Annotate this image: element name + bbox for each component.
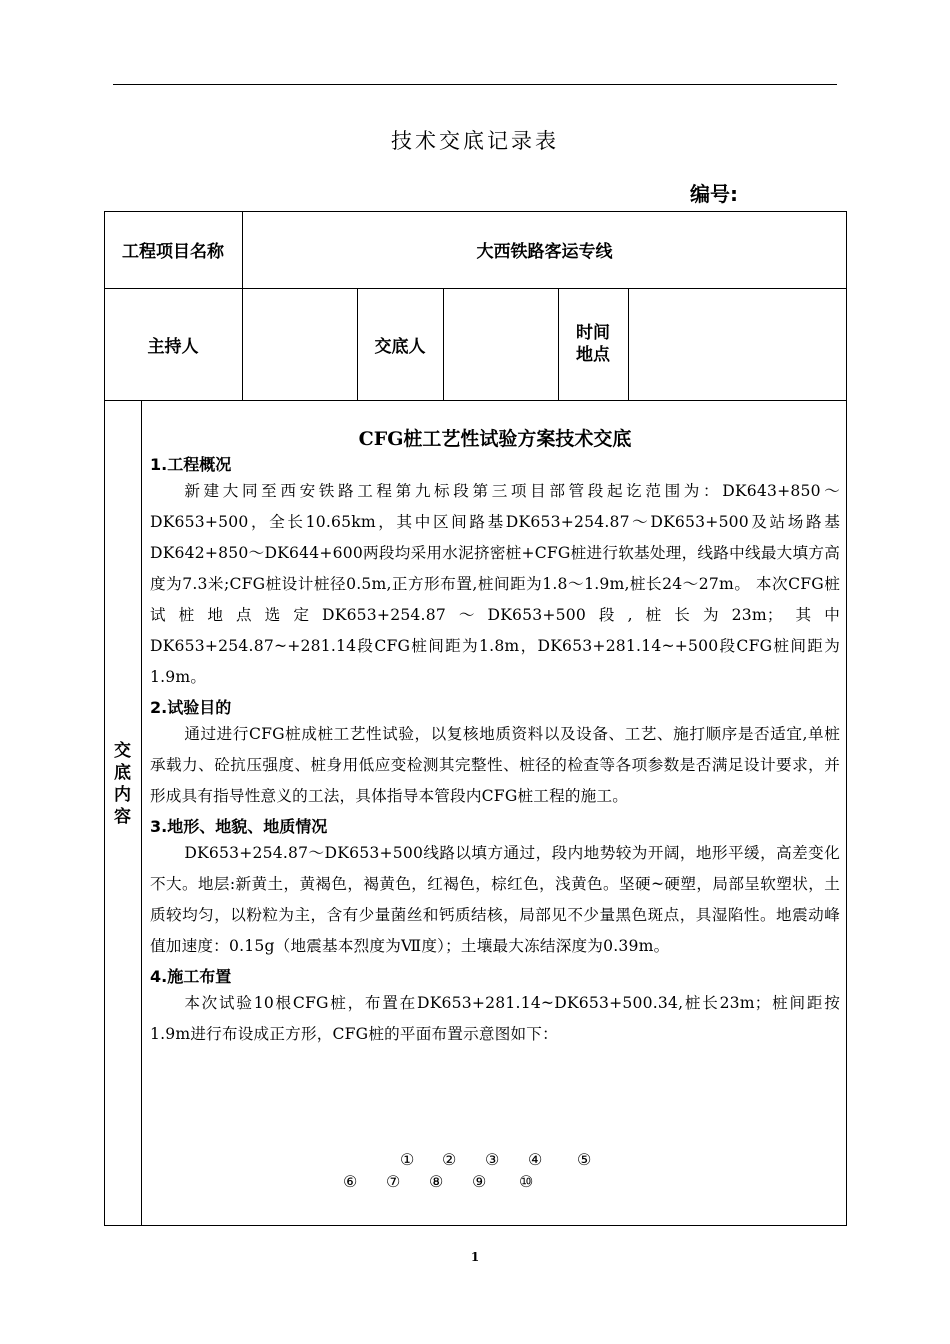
- content-label-char: 容: [114, 807, 131, 827]
- pile-marker: ①: [400, 1150, 415, 1169]
- disclosure-content: [150, 420, 840, 1054]
- row-divider-2: [104, 400, 847, 401]
- section-heading: 3.地形、地貌、地质情况: [150, 817, 328, 836]
- section-text: 通过进行CFG桩成桩工艺性试验，以复核地质资料以及设备、工艺、施打顺序是否适宜,单桩承载力、砼抗压强度、桩身用低应变检测其完整性、桩径的检查等各项参数是否满足设计要求，并形成具有指导性意义的工法，具体指导本管段内CFG桩工程的施工。: [150, 725, 840, 805]
- pile-marker: ③: [485, 1150, 500, 1169]
- header-rule: [113, 84, 837, 85]
- content-label: [104, 740, 141, 828]
- section-heading: 1.工程概况: [150, 455, 232, 474]
- host-value[interactable]: [242, 288, 357, 400]
- time-place-value[interactable]: [628, 288, 847, 400]
- project-name-label: 工程项目名称: [122, 242, 224, 262]
- pile-marker: ⑥: [343, 1172, 358, 1191]
- place-label: 地点: [576, 345, 610, 365]
- col-divider-content: [141, 400, 142, 1226]
- host-label: 主持人: [147, 336, 199, 357]
- presenter-label: 交底人: [374, 336, 426, 357]
- section-text: DK653+254.87～DK653+500线路以填方通过，段内地势较为开阔，地形平缓，高差变化不大。地层:新黄土，黄褐色，褐黄色，红褐色，棕红色，浅黄色。坚硬~硬塑，局部呈软塑状，土质较均匀，以粉粒为主，含有少量菌丝和钙质结核，局部见不少量黑色斑点，具湿陷性。地震动峰值加速度：0.15g（地震基本烈度为Ⅶ度）；土壤最大冻结深度为0.39m。: [150, 844, 840, 955]
- project-name-value: 大西铁路客运专线: [476, 242, 613, 262]
- pile-marker: ⑤: [577, 1150, 592, 1169]
- pile-marker: ④: [528, 1150, 543, 1169]
- pile-marker: ⑦: [386, 1172, 401, 1191]
- time-label: 时间: [576, 323, 610, 343]
- pile-marker: ⑨: [472, 1172, 487, 1191]
- page-number: 1: [470, 1250, 480, 1264]
- section-heading: 2.试验目的: [150, 698, 232, 717]
- section-heading: 4.施工布置: [150, 967, 232, 986]
- pile-marker: ⑩: [519, 1172, 534, 1191]
- pile-marker: ②: [442, 1150, 457, 1169]
- time-place-label: [558, 288, 628, 400]
- form-title: 技术交底记录表: [391, 129, 559, 153]
- content-title: CFG桩工艺性试验方案技术交底: [358, 428, 632, 450]
- section-text: 新建大同至西安铁路工程第九标段第三项目部管段起讫范围为：DK643+850～DK653+500，全长10.65km，其中区间路基DK653+254.87～DK653+500及站场路基DK642+850～DK644+600两段均采用水泥挤密桩+CFG桩进行软基处理，线路中线最大填方高度为7.3米;CFG桩设计桩径0.5m,正方形布置,桩间距为1.8～1.9m,桩长24～27m。 本次CFG桩试桩地点选定DK653+254.87～DK653+500段,桩长为23m；其中DK653+254.87~+281.14段CFG桩间距为1.8m，DK653+281.14~+500段CFG桩间距为1.9m。: [150, 482, 840, 686]
- content-label-char: 交: [114, 741, 131, 761]
- content-label-char: 底: [114, 763, 131, 783]
- content-label-char: 内: [114, 785, 131, 805]
- presenter-value[interactable]: [443, 288, 558, 400]
- pile-marker: ⑧: [429, 1172, 444, 1191]
- section-text: 本次试验10根CFG桩，布置在DK653+281.14~DK653+500.34,桩长23m；桩间距按1.9m进行布设成正方形，CFG桩的平面布置示意图如下：: [150, 994, 840, 1043]
- document-number-label: 编号:: [690, 182, 738, 206]
